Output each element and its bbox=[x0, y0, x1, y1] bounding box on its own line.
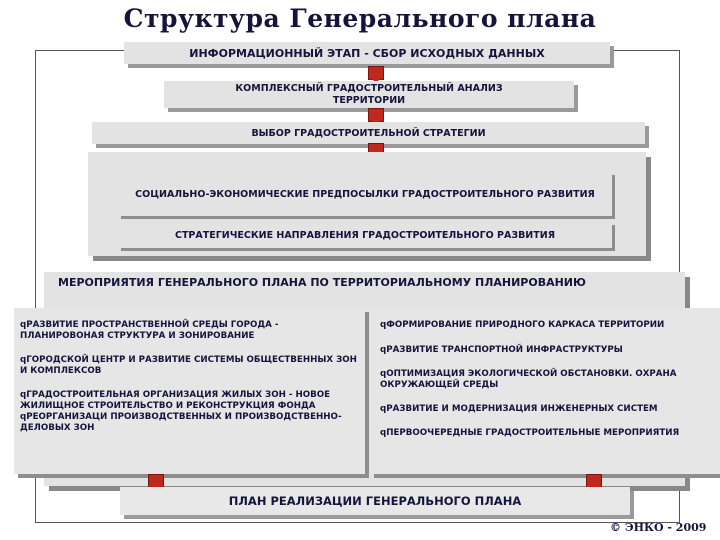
left-measures-list bbox=[20, 320, 360, 443]
page-title: Структура Генерального плана bbox=[123, 4, 597, 33]
arrow-down-icon bbox=[368, 66, 384, 80]
analysis-stage-box bbox=[164, 81, 574, 108]
list-item: qГРАДОСТРОИТЕЛЬНАЯ ОРГАНИЗАЦИЯ ЖИЛЫХ ЗОН - НОВОЕ ЖИЛИЩНОЕ СТРОИТЕЛЬСТВО И РЕКОНСТРУКЦИЯ ФОНДА bbox=[20, 390, 331, 411]
measures-title: МЕРОПРИЯТИЯ ГЕНЕРАЛЬНОГО ПЛАНА ПО ТЕРРИТОРИАЛЬНОМУ ПЛАНИРОВАНИЮ bbox=[58, 276, 586, 289]
prerequisites-label: СОЦИАЛЬНО-ЭКОНОМИЧЕСКИЕ ПРЕДПОСЫЛКИ ГРАДОСТРОИТЕЛЬНОГО РАЗВИТИЯ bbox=[135, 188, 595, 200]
list-item: qРАЗВИТИЕ ТРАНСПОРТНОЙ ИНФРАСТРУКТУРЫ bbox=[380, 345, 623, 355]
copyright: © ЭНКО - 2009 bbox=[610, 521, 707, 534]
arrow-down-icon bbox=[586, 474, 602, 488]
implementation-box bbox=[120, 487, 630, 515]
list-item: qФОРМИРОВАНИЕ ПРИРОДНОГО КАРКАСА ТЕРРИТОРИИ bbox=[380, 320, 665, 330]
prerequisites-box bbox=[118, 172, 612, 216]
list-item: qГОРОДСКОЙ ЦЕНТР И РАЗВИТИЕ СИСТЕМЫ ОБЩЕСТВЕННЫХ ЗОН И КОМПЛЕКСОВ bbox=[20, 355, 357, 376]
strategy-stage-box bbox=[92, 122, 645, 144]
directions-box bbox=[118, 222, 612, 248]
list-item: qОПТИМИЗАЦИЯ ЭКОЛОГИЧЕСКОЙ ОБСТАНОВКИ. ОХРАНА ОКРУЖАЮЩЕЙ СРЕДЫ bbox=[380, 369, 677, 390]
list-item: qПЕРВООЧЕРЕДНЫЕ ГРАДОСТРОИТЕЛЬНЫЕ МЕРОПРИЯТИЯ bbox=[380, 428, 680, 438]
directions-label: СТРАТЕГИЧЕСКИЕ НАПРАВЛЕНИЯ ГРАДОСТРОИТЕЛЬНОГО РАЗВИТИЯ bbox=[174, 229, 556, 241]
implementation-label: ПЛАН РЕАЛИЗАЦИИ ГЕНЕРАЛЬНОГО ПЛАНА bbox=[228, 494, 522, 508]
list-item: qРАЗВИТИЕ ПРОСТРАНСТВЕННОЙ СРЕДЫ ГОРОДА - ПЛАНИРОВОНАЯ СТРУКТУРА И ЗОНИРОВАНИЕ bbox=[20, 320, 279, 341]
info-stage-label: ИНФОРМАЦИОННЫЙ ЭТАП - СБОР ИСХОДНЫХ ДАННЫХ bbox=[189, 46, 545, 60]
info-stage-box bbox=[124, 42, 610, 64]
list-item: qРАЗВИТИЕ И МОДЕРНИЗАЦИЯ ИНЖЕНЕРНЫХ СИСТЕМ bbox=[380, 404, 658, 414]
list-item: qРЕОРГАНИЗАЦИ ПРОИЗВОДСТВЕННЫХ И ПРОИЗВОДСТВЕННО-ДЕЛОВЫХ ЗОН bbox=[20, 412, 342, 433]
analysis-stage-label: КОМПЛЕКСНЫЙ ГРАДОСТРОИТЕЛЬНЫЙ АНАЛИЗ ТЕРРИТОРИИ bbox=[235, 82, 503, 106]
arrow-down-icon bbox=[368, 108, 384, 122]
arrow-down-icon bbox=[148, 474, 164, 488]
strategy-stage-label: ВЫБОР ГРАДОСТРОИТЕЛЬНОЙ СТРАТЕГИИ bbox=[251, 127, 486, 139]
right-measures-list bbox=[380, 320, 718, 448]
